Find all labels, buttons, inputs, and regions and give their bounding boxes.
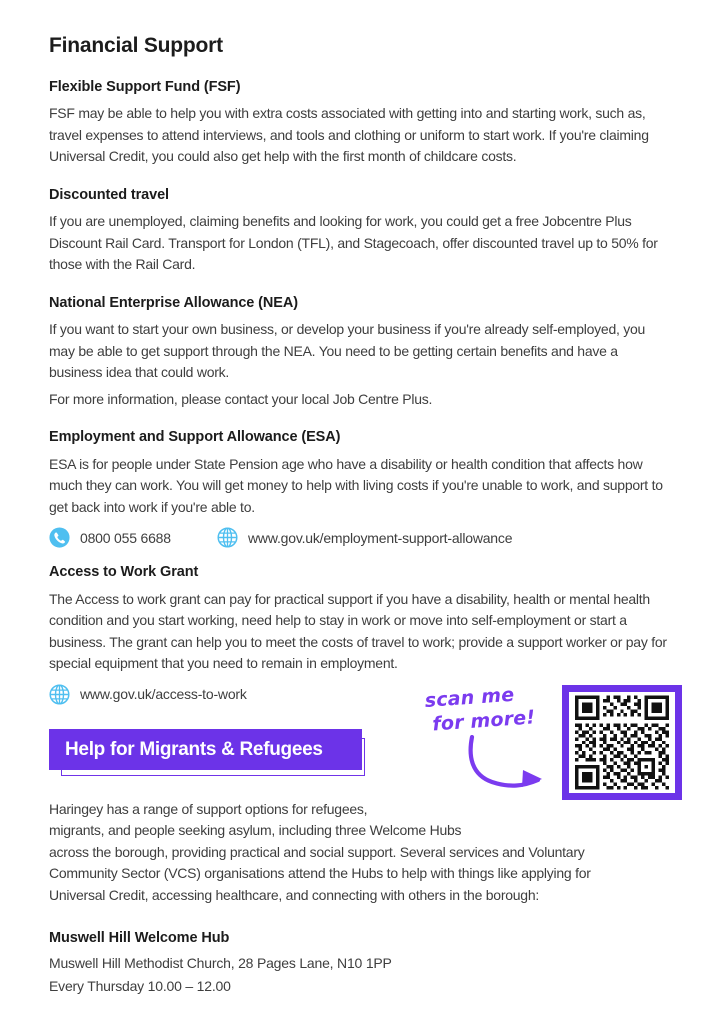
- hub-listing-muswell-hill: [49, 930, 673, 998]
- atw-website-contact[interactable]: [49, 684, 247, 705]
- migrants-intro-line: migrants, and people seeking asylum, including three Welcome Hubs: [49, 822, 462, 839]
- section-discounted-travel: [49, 187, 673, 276]
- globe-icon: [217, 527, 238, 548]
- migrants-intro-line: Universal Credit, accessing healthcare, and connecting with others in the borough:: [49, 886, 540, 903]
- section-heading: Flexible Support Fund (FSF): [49, 79, 241, 96]
- esa-website-url: www.gov.uk/employment-support-allowance: [248, 529, 513, 546]
- section-paragraph: If you want to start your own business, or develop your business if you're already self-employed, you may be able to get support through the NEA. You need to be getting certain benefits and have a business idea that could work.: [49, 321, 646, 381]
- curved-arrow-icon: [462, 735, 554, 797]
- section-paragraph: ESA is for people under State Pension age who have a disability or health condition that affects how much they can work. You will get money to help with living costs if you're unable to work, and support to get back into work if you're able to.: [49, 455, 663, 515]
- section-heading: National Enterprise Allowance (NEA): [49, 294, 298, 311]
- section-employment-support-allowance: [49, 429, 673, 548]
- section-national-enterprise-allowance: [49, 295, 673, 410]
- scan-me-line1: scan me: [424, 683, 516, 712]
- atw-website-url: www.gov.uk/access-to-work: [80, 686, 247, 703]
- document-content: [49, 34, 673, 1017]
- section-paragraph: FSF may be able to help you with extra costs associated with getting into and starting work, such as, travel expenses to attend interviews, and tools and clothing or uniform to start work. If you're claiming Universal Credit, you could also get help with the first month of childcare costs.: [49, 105, 649, 165]
- migrants-intro-line: Community Sector (VCS) organisations attend the Hubs to help with things like applying for: [49, 865, 591, 882]
- hub-name: Muswell Hill Welcome Hub: [49, 930, 230, 947]
- hub-address: Muswell Hill Methodist Church, 28 Pages Lane, N10 1PP: [49, 955, 392, 972]
- section-heading: Discounted travel: [49, 186, 169, 203]
- esa-phone-number: 0800 055 6688: [80, 529, 171, 546]
- migrants-banner-label: Help for Migrants & Refugees: [65, 738, 323, 760]
- migrants-banner: [49, 729, 379, 773]
- section-heading: Access to Work Grant: [49, 564, 199, 581]
- esa-phone-contact[interactable]: [49, 527, 217, 548]
- migrants-intro-line: Haringey has a range of support options for refugees,: [49, 800, 368, 817]
- qr-code[interactable]: [562, 685, 682, 800]
- section-heading: Employment and Support Allowance (ESA): [49, 429, 341, 446]
- migrants-intro: [49, 799, 673, 907]
- migrants-intro-line: across the borough, providing practical and social support. Several services and Voluntary: [49, 843, 585, 860]
- qr-code-image: [569, 692, 675, 793]
- esa-website-contact[interactable]: [217, 527, 512, 548]
- section-flexible-support-fund: [49, 79, 673, 168]
- section-paragraph: The Access to work grant can pay for practical support if you have a disability, health or mental health condition and you start working, need help to stay in work or move into self-employment or start a business. The grant can help you to meet the costs of travel to work; provide a support worker or pay for special equipment that you need to remain in employment.: [49, 590, 667, 672]
- esa-contact-row: [49, 527, 673, 548]
- page-title: Financial Support: [49, 34, 223, 57]
- section-paragraph: If you are unemployed, claiming benefits and looking for work, you could get a free Jobcentre Plus Discount Rail Card. Transport for London (TFL), and Stagecoach, offer discounted travel up to 50% for those with the Rail Card.: [49, 213, 658, 273]
- section-paragraph-secondary: For more information, please contact your local Job Centre Plus.: [49, 390, 433, 407]
- hub-hours: Every Thursday 10.00 – 12.00: [49, 978, 231, 995]
- migrants-banner-fill: [49, 729, 362, 770]
- section-access-to-work-grant: [49, 564, 673, 704]
- phone-icon: [49, 527, 70, 548]
- scan-me-annotation: [424, 680, 562, 737]
- globe-icon: [49, 684, 70, 705]
- scan-me-line2: for more!: [431, 706, 536, 736]
